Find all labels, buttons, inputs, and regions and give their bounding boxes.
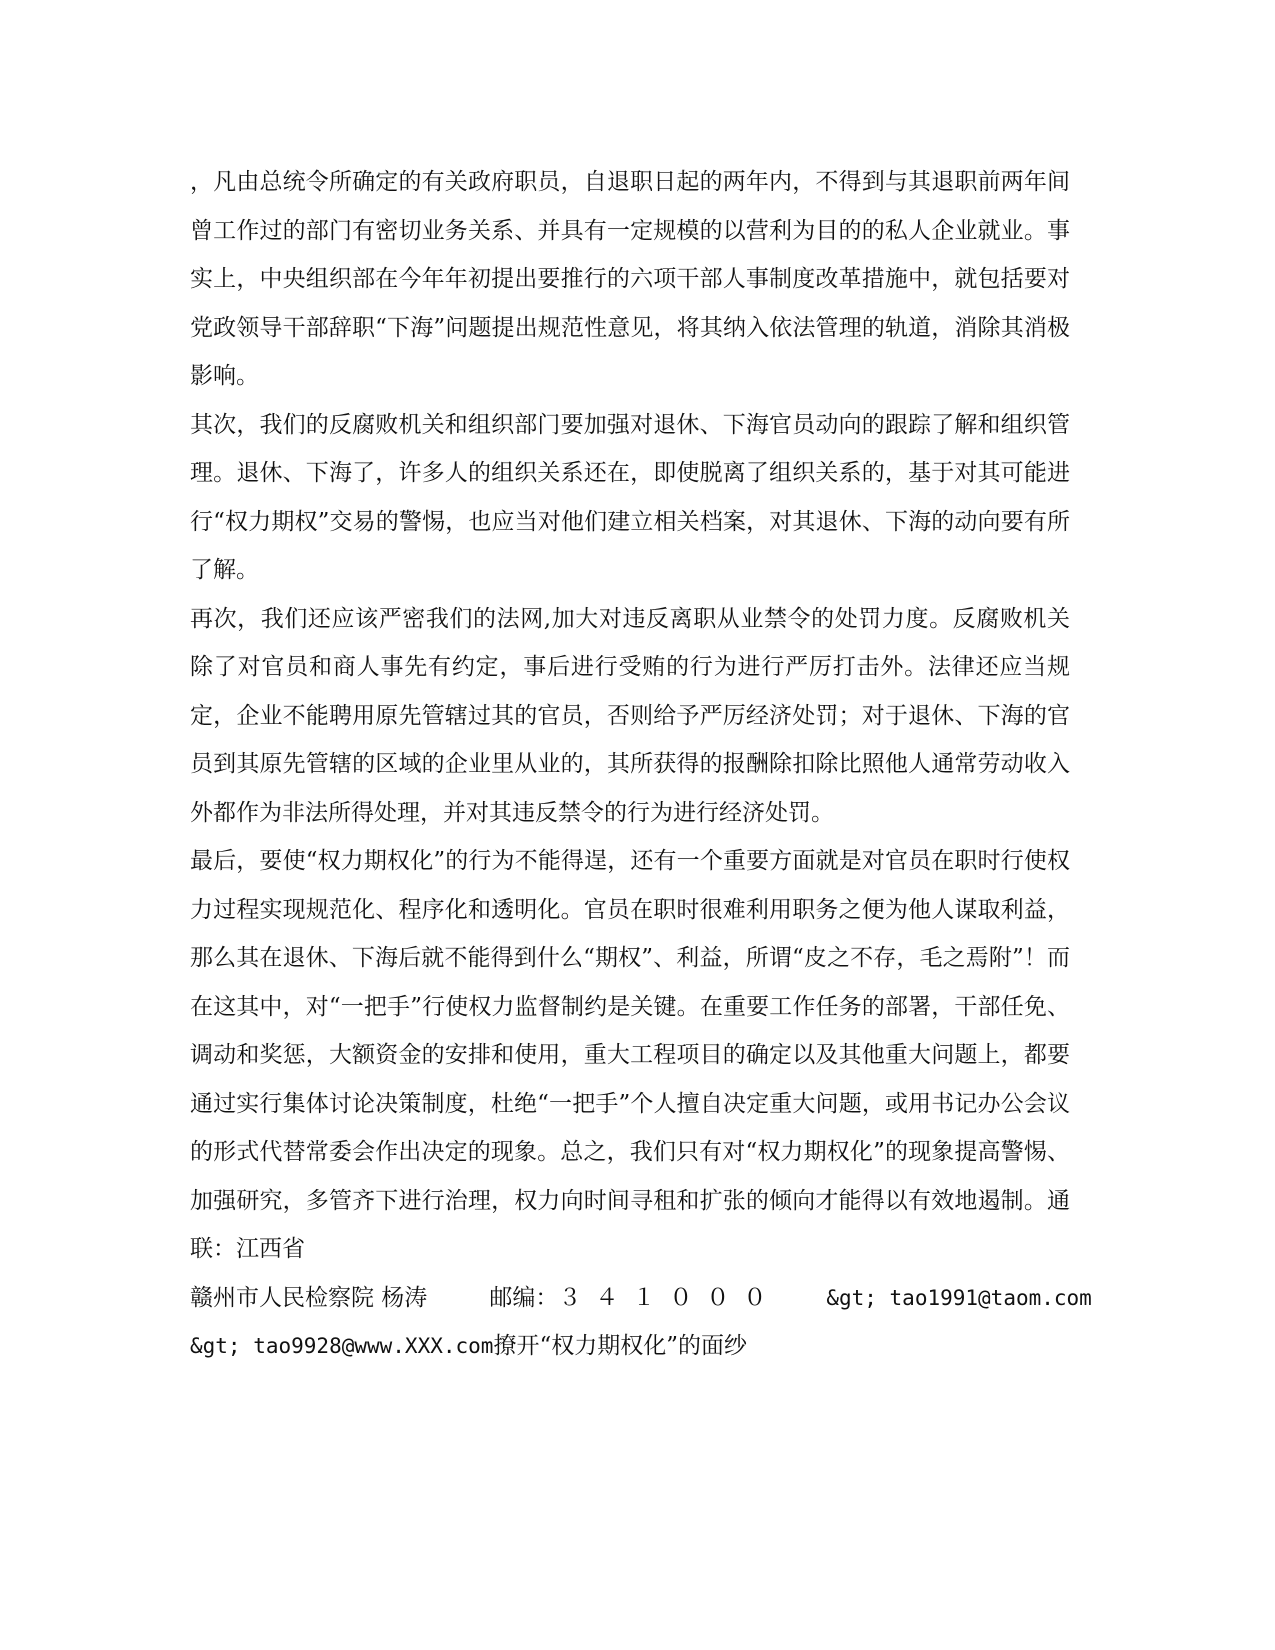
email-primary: &gt; tao1991@taom.com xyxy=(826,1285,1092,1310)
paragraph-3: 再次，我们还应该严密我们的法网,加大对违反离职从业禁令的处罚力度。反腐败机关除了对官员和商人事先有约定，事后进行受贿的行为进行严厉打击外。法律还应当规定，企业不能聘用原先管辖过其的官员，否则给予严厉经济处罚；对于退休、下海的官员到其原先管辖的区域的企业里从业的，其所获得的报酬除扣除比照他人通常劳动收入外都作为非法所得处理，并对其违反禁令的行为进行经济处罚。 xyxy=(190,605,1070,826)
postcode-label: 邮编： xyxy=(489,1284,559,1311)
paragraph-1: ，凡由总统令所确定的有关政府职员，自退职日起的两年内，不得到与其退职前两年间曾工作过的部门有密切业务关系、并具有一定规模的以营利为目的的私人企业就业。事实上，中央组织部在今年年初提出要推行的六项干部人事制度改革措施中，就包括要对党政领导干部辞职“下海”问题提出规范性意见，将其纳入依法管理的轨道，消除其消极影响。 xyxy=(190,169,1070,389)
contact-org-author: 赣州市人民检察院 杨涛 xyxy=(190,1284,428,1311)
paragraph-2: 其次，我们的反腐败机关和组织部门要加强对退休、下海官员动向的跟踪了解和组织管理。退休、下海了，许多人的组织关系还在，即使脱离了组织关系的，基于对其可能进行“权力期权”交易的警惕，也应当对他们建立相关档案，对其退休、下海的动向要有所了解。 xyxy=(190,411,1070,583)
document-body xyxy=(190,158,1092,1371)
contact-line-2 xyxy=(190,1322,1070,1371)
contact-line xyxy=(190,1274,1092,1323)
email-secondary: &gt; tao9928@www.XXX.com xyxy=(190,1334,494,1358)
postcode-value: ３４１０００ xyxy=(558,1284,781,1311)
paragraph-4: 最后，要使“权力期权化”的行为不能得逞，还有一个重要方面就是对官员在职时行使权力过程实现规范化、程序化和透明化。官员在职时很难利用职务之便为他人谋取利益，那么其在退休、下海后就不能得到什么“期权”、利益，所谓“皮之不存，毛之焉附”！而在这其中，对“一把手”行使权力监督制约是关键。在重要工作任务的部署，干部任免、调动和奖惩，大额资金的安排和使用，重大工程项目的确定以及其他重大问题上，都要通过实行集体讨论决策制度，杜绝“一把手”个人擅自决定重大问题，或用书记办公会议的形式代替常委会作出决定的现象。总之，我们只有对“权力期权化”的现象提高警惕、加强研究，多管齐下进行治理，权力向时间寻租和扩张的倾向才能得以有效地遏制。通联：江西省 xyxy=(190,848,1070,1262)
next-article-title: 撩开“权力期权化”的面纱 xyxy=(493,1333,747,1359)
